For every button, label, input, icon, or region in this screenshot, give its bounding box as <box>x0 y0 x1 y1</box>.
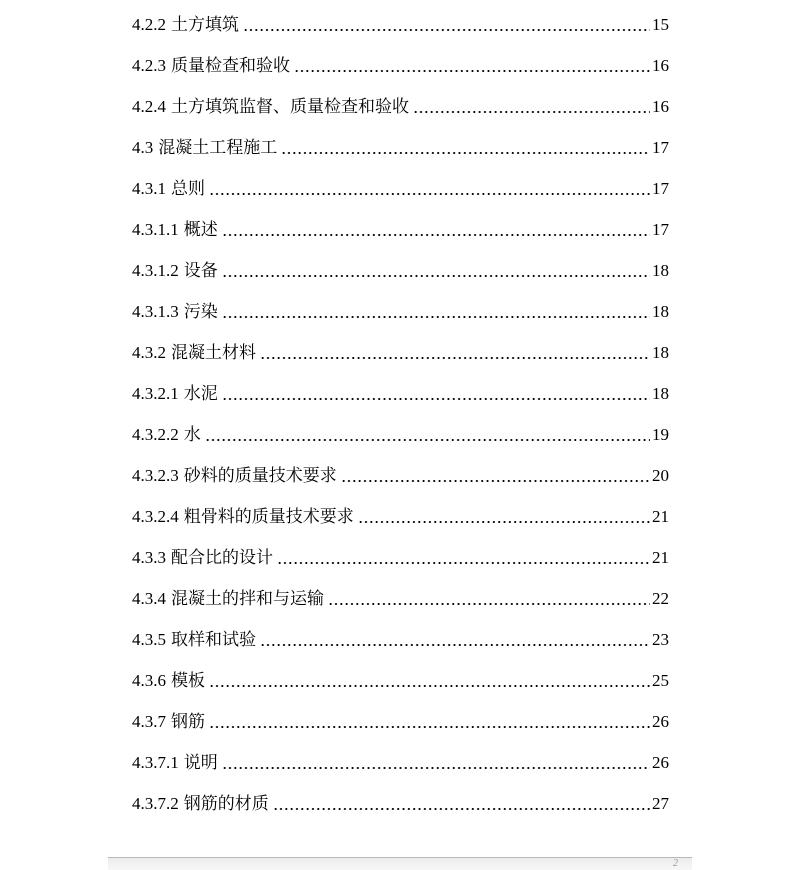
toc-entry-page: 19 <box>652 425 669 444</box>
toc-leader <box>357 496 650 537</box>
toc-entry-number: 4.3.1.1 <box>132 220 179 239</box>
toc-entry[interactable] <box>132 291 669 332</box>
toc-entry[interactable] <box>132 45 669 86</box>
toc-entry-page: 18 <box>652 384 669 403</box>
page-footer <box>108 857 692 870</box>
toc-entry-number: 4.2.3 <box>132 56 166 75</box>
toc-entry-number: 4.3.2 <box>132 343 166 362</box>
toc-entry-number: 4.3.7 <box>132 712 166 731</box>
toc-entry-title: 污染 <box>183 302 218 321</box>
toc-entry[interactable] <box>132 742 669 783</box>
toc-entry-page: 16 <box>652 56 669 75</box>
toc-leader <box>340 455 650 496</box>
toc-entry-number: 4.2.2 <box>132 15 166 34</box>
toc-entry-title: 水 <box>183 425 201 444</box>
toc-entry-title: 混凝土的拌和与运输 <box>171 589 324 608</box>
toc-leader <box>276 537 650 578</box>
toc-leader <box>221 373 650 414</box>
toc-entry-page: 26 <box>652 712 669 731</box>
toc-entry-page: 23 <box>652 630 669 649</box>
toc-entry[interactable] <box>132 332 669 373</box>
toc-entry-page: 15 <box>652 15 669 34</box>
toc-entry-title: 总则 <box>171 179 205 198</box>
toc-entry-page: 16 <box>652 97 669 116</box>
toc-entry-title: 混凝土工程施工 <box>158 138 278 157</box>
toc-entry-title: 混凝土材料 <box>171 343 256 362</box>
toc-leader <box>259 619 650 660</box>
toc-entry[interactable] <box>132 455 669 496</box>
toc-entry-page: 26 <box>652 753 669 772</box>
toc-entry-title: 取样和试验 <box>171 630 256 649</box>
toc-entry[interactable] <box>132 414 669 455</box>
toc-leader <box>259 332 650 373</box>
toc-leader <box>208 660 650 701</box>
toc-entry-number: 4.3.5 <box>132 630 166 649</box>
footer-page-number: 2 <box>673 858 678 869</box>
toc-entry-title: 质量检查和验收 <box>171 56 290 75</box>
toc-leader <box>280 127 650 168</box>
toc-entry[interactable] <box>132 168 669 209</box>
toc-entry-title: 说明 <box>183 753 218 772</box>
toc-entry-number: 4.3.1.3 <box>132 302 179 321</box>
toc-entry[interactable] <box>132 701 669 742</box>
toc-entry-page: 17 <box>652 220 669 239</box>
toc-leader <box>272 783 650 824</box>
toc-leader <box>208 701 650 742</box>
toc-entry[interactable] <box>132 537 669 578</box>
toc-entry-number: 4.3.2.4 <box>132 507 179 526</box>
toc-leader <box>221 209 650 250</box>
toc-entry[interactable] <box>132 4 669 45</box>
toc-leader <box>204 414 650 455</box>
toc-entry-page: 17 <box>652 179 669 198</box>
toc-entry-number: 4.3 <box>132 138 154 157</box>
toc-entry[interactable] <box>132 373 669 414</box>
toc-entry-title: 钢筋 <box>171 712 205 731</box>
toc-entry-number: 4.3.1.2 <box>132 261 179 280</box>
toc-entry-title: 设备 <box>183 261 218 280</box>
toc-entry-page: 18 <box>652 343 669 362</box>
table-of-contents <box>132 4 669 824</box>
toc-entry-title: 水泥 <box>183 384 218 403</box>
toc-entry-number: 4.3.7.1 <box>132 753 179 772</box>
toc-entry-page: 18 <box>652 302 669 321</box>
toc-entry[interactable] <box>132 578 669 619</box>
toc-leader <box>208 168 650 209</box>
toc-entry[interactable] <box>132 209 669 250</box>
toc-entry[interactable] <box>132 86 669 127</box>
toc-entry-number: 4.2.4 <box>132 97 166 116</box>
toc-entry-page: 17 <box>652 138 669 157</box>
toc-entry[interactable] <box>132 783 669 824</box>
toc-entry-title: 土方填筑 <box>171 15 239 34</box>
toc-entry-number: 4.3.2.2 <box>132 425 179 444</box>
toc-entry-page: 27 <box>652 794 669 813</box>
toc-entry-page: 25 <box>652 671 669 690</box>
toc-leader <box>327 578 650 619</box>
toc-entry-number: 4.3.1 <box>132 179 166 198</box>
toc-leader <box>242 4 650 45</box>
toc-entry-number: 4.3.3 <box>132 548 166 567</box>
toc-leader <box>221 291 650 332</box>
toc-entry-number: 4.3.2.3 <box>132 466 179 485</box>
toc-leader <box>293 45 650 86</box>
toc-entry-page: 18 <box>652 261 669 280</box>
toc-entry-title: 概述 <box>183 220 218 239</box>
toc-leader <box>412 86 650 127</box>
toc-entry[interactable] <box>132 127 669 168</box>
toc-entry[interactable] <box>132 496 669 537</box>
toc-entry-number: 4.3.7.2 <box>132 794 179 813</box>
toc-leader <box>221 742 650 783</box>
toc-entry[interactable] <box>132 660 669 701</box>
toc-leader <box>221 250 650 291</box>
toc-entry-title: 模板 <box>171 671 205 690</box>
toc-entry-number: 4.3.2.1 <box>132 384 179 403</box>
toc-entry-title: 粗骨料的质量技术要求 <box>183 507 354 526</box>
toc-entry-title: 砂料的质量技术要求 <box>183 466 337 485</box>
toc-entry[interactable] <box>132 619 669 660</box>
toc-entry-page: 20 <box>652 466 669 485</box>
toc-entry-page: 22 <box>652 589 669 608</box>
toc-entry-title: 钢筋的材质 <box>183 794 269 813</box>
toc-entry-title: 配合比的设计 <box>171 548 273 567</box>
toc-entry-page: 21 <box>652 548 669 567</box>
toc-entry-number: 4.3.6 <box>132 671 166 690</box>
toc-entry-page: 21 <box>652 507 669 526</box>
toc-entry-number: 4.3.4 <box>132 589 166 608</box>
toc-entry-title: 土方填筑监督、质量检查和验收 <box>171 97 409 116</box>
toc-entry[interactable] <box>132 250 669 291</box>
